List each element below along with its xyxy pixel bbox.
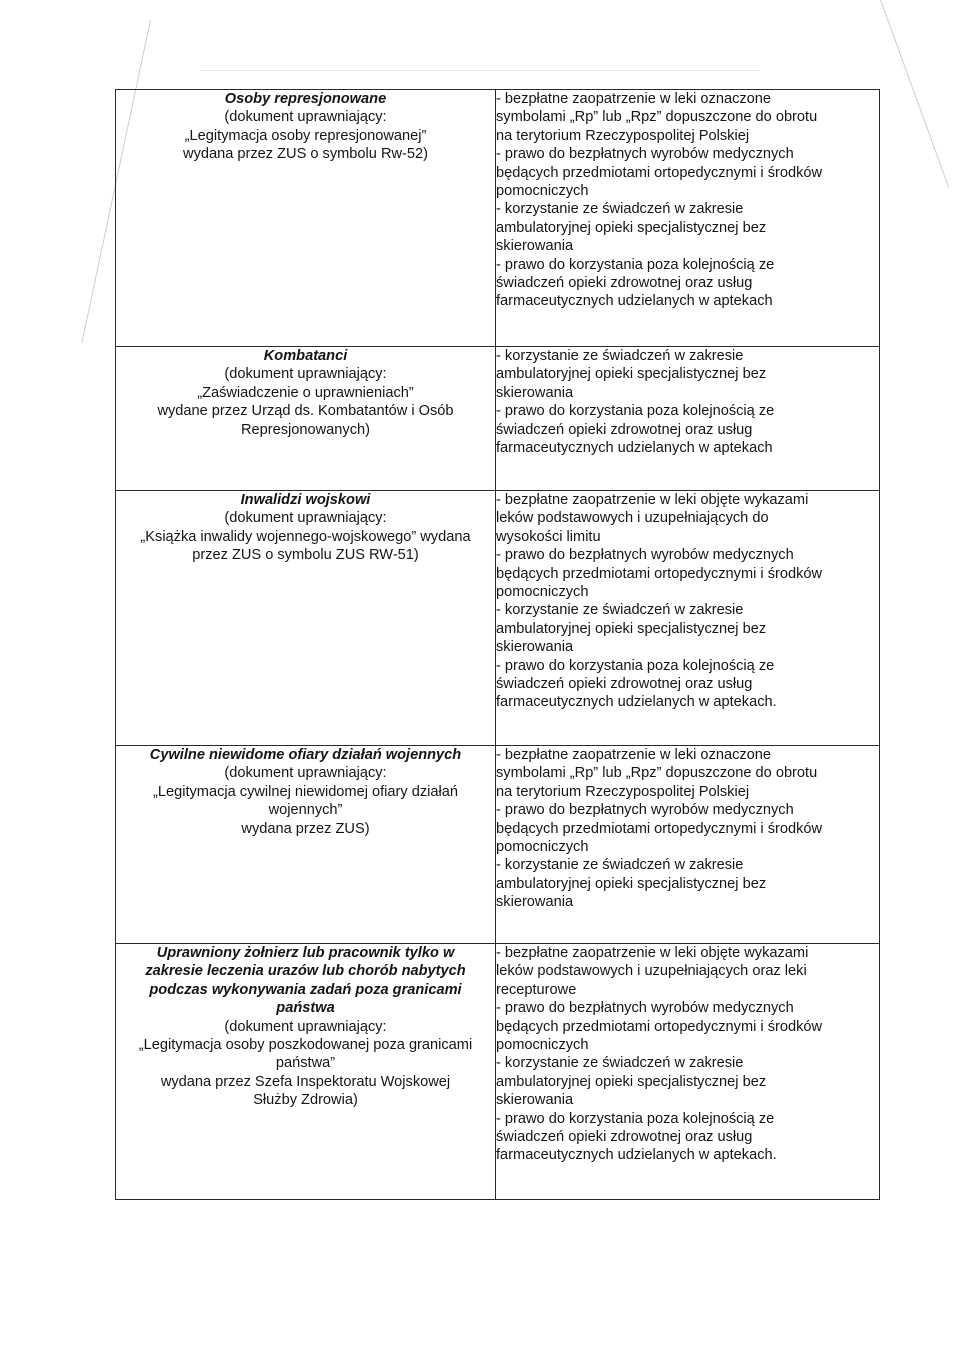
benefit-line: - korzystanie ze świadczeń w zakresie — [496, 857, 744, 874]
document-line: Służby Zdrowia) — [253, 1092, 358, 1109]
document-line: wydana przez ZUS o symbolu Rw-52) — [183, 146, 428, 163]
benefit-line: leków podstawowych i uzupełniających do — [496, 510, 769, 527]
benefit-line: symbolami „Rp” lub „Rpz” dopuszczone do obrotu — [496, 765, 818, 782]
category-cell — [116, 491, 496, 746]
benefit-line: - bezpłatne zaopatrzenie w leki objęte wykazami — [496, 492, 809, 508]
benefit-line: pomocniczych — [496, 183, 589, 200]
table-row — [116, 90, 880, 347]
benefit-line: - bezpłatne zaopatrzenie w leki oznaczone — [496, 91, 772, 107]
document-line: wydana przez Szefa Inspektoratu Wojskowej — [160, 1073, 451, 1090]
benefit-line: leków podstawowych i uzupełniających oraz leki — [496, 963, 807, 980]
document-line: (dokument uprawniający: — [224, 765, 387, 782]
category-title: Osoby represjonowane — [224, 91, 387, 107]
benefits-cell — [496, 491, 880, 746]
document-line: „Zaświadczenie o uprawnieniach” — [197, 384, 414, 401]
table-row — [116, 491, 880, 746]
document-line: „Legitymacja cywilnej niewidomej ofiary działań — [153, 783, 458, 800]
entitlements-table — [115, 89, 880, 1200]
document-line: Represjonowanych) — [241, 421, 370, 438]
document-line: wydane przez Urząd ds. Kombatantów i Osób — [157, 403, 454, 420]
table-row — [116, 944, 880, 1200]
benefit-line: świadczeń opieki zdrowotnej oraz usług — [496, 275, 753, 292]
document-line: „Legitymacja osoby poszkodowanej poza granicami — [138, 1037, 473, 1054]
benefit-line: symbolami „Rp” lub „Rpz” dopuszczone do obrotu — [496, 109, 818, 126]
category-title: Inwalidzi wojskowi — [240, 492, 371, 508]
benefit-line: recepturowe — [496, 981, 577, 998]
benefit-line: ambulatoryjnej opieki specjalistycznej bez — [496, 219, 767, 236]
benefits-cell — [496, 944, 880, 1200]
benefit-line: - korzystanie ze świadczeń w zakresie — [496, 1055, 744, 1072]
benefit-line: - bezpłatne zaopatrzenie w leki oznaczone — [496, 747, 772, 763]
benefit-line: - korzystanie ze świadczeń w zakresie — [496, 348, 744, 364]
benefit-line: - korzystanie ze świadczeń w zakresie — [496, 201, 744, 218]
benefits-cell — [496, 746, 880, 944]
benefit-line: skierowania — [496, 1092, 574, 1109]
benefit-line: skierowania — [496, 894, 574, 911]
category-title: Kombatanci — [263, 348, 348, 364]
document-line: (dokument uprawniający: — [224, 510, 387, 527]
document-line: (dokument uprawniający: — [224, 109, 387, 126]
benefit-line: na terytorium Rzeczypospolitej Polskiej — [496, 783, 750, 800]
benefit-line: świadczeń opieki zdrowotnej oraz usług — [496, 676, 753, 693]
benefit-line: wysokości limitu — [496, 528, 601, 545]
benefit-line: będących przedmiotami ortopedycznymi i środków — [496, 565, 823, 582]
benefit-line: będących przedmiotami ortopedycznymi i środków — [496, 164, 823, 181]
category-cell — [116, 944, 496, 1200]
benefit-line: ambulatoryjnej opieki specjalistycznej bez — [496, 875, 767, 892]
benefits-cell — [496, 90, 880, 347]
document-line: wydana przez ZUS) — [241, 820, 370, 837]
benefit-line: - prawo do bezpłatnych wyrobów medycznych — [496, 1000, 794, 1017]
benefit-line: ambulatoryjnej opieki specjalistycznej bez — [496, 1073, 767, 1090]
benefit-line: skierowania — [496, 639, 574, 656]
document-line: (dokument uprawniający: — [224, 366, 387, 383]
benefit-line: będących przedmiotami ortopedycznymi i środków — [496, 820, 823, 837]
category-title: podczas wykonywania zadań poza granicami — [149, 981, 462, 998]
benefit-line: farmaceutycznych udzielanych w aptekach. — [496, 1147, 777, 1164]
category-title: Cywilne niewidome ofiary działań wojennych — [149, 747, 462, 763]
category-cell — [116, 746, 496, 944]
benefit-line: na terytorium Rzeczypospolitej Polskiej — [496, 127, 750, 144]
benefit-line: pomocniczych — [496, 584, 589, 601]
benefit-line: - prawo do korzystania poza kolejnością ze — [496, 1110, 775, 1127]
benefit-line: skierowania — [496, 384, 574, 401]
benefit-line: - bezpłatne zaopatrzenie w leki objęte wykazami — [496, 945, 809, 961]
benefit-line: - prawo do bezpłatnych wyrobów medycznych — [496, 802, 794, 819]
document-line: państwa” — [275, 1055, 336, 1072]
benefit-line: farmaceutycznych udzielanych w aptekach. — [496, 694, 777, 711]
benefit-line: ambulatoryjnej opieki specjalistycznej bez — [496, 366, 767, 383]
category-cell — [116, 90, 496, 347]
document-line: wojennych” — [268, 802, 343, 819]
table-row — [116, 746, 880, 944]
scan-artifact — [880, 0, 949, 188]
benefit-line: - prawo do korzystania poza kolejnością ze — [496, 256, 775, 273]
benefit-line: świadczeń opieki zdrowotnej oraz usług — [496, 1129, 753, 1146]
category-title: Uprawniony żołnierz lub pracownik tylko w — [156, 945, 455, 961]
benefit-line: skierowania — [496, 238, 574, 255]
document-line: „Książka inwalidy wojennego-wojskowego” wydana — [140, 528, 471, 545]
benefit-line: - prawo do bezpłatnych wyrobów medycznych — [496, 146, 794, 163]
table-row — [116, 347, 880, 491]
benefit-line: - prawo do korzystania poza kolejnością ze — [496, 403, 775, 420]
benefit-line: - prawo do korzystania poza kolejnością ze — [496, 657, 775, 674]
document-line: przez ZUS o symbolu ZUS RW-51) — [192, 547, 419, 564]
benefit-line: będących przedmiotami ortopedycznymi i środków — [496, 1018, 823, 1035]
benefit-line: świadczeń opieki zdrowotnej oraz usług — [496, 421, 753, 438]
document-line: (dokument uprawniający: — [224, 1018, 387, 1035]
benefit-line: pomocniczych — [496, 1037, 589, 1054]
scan-artifact — [200, 70, 760, 71]
document-line: „Legitymacja osoby represjonowanej” — [184, 127, 427, 144]
category-title: zakresie leczenia urazów lub chorób nabytych — [145, 963, 466, 980]
benefit-line: ambulatoryjnej opieki specjalistycznej bez — [496, 620, 767, 637]
benefit-line: - korzystanie ze świadczeń w zakresie — [496, 602, 744, 619]
benefit-line: - prawo do bezpłatnych wyrobów medycznych — [496, 547, 794, 564]
benefit-line: farmaceutycznych udzielanych w aptekach — [496, 293, 773, 310]
category-cell — [116, 347, 496, 491]
benefit-line: pomocniczych — [496, 839, 589, 856]
benefits-cell — [496, 347, 880, 491]
benefit-line: farmaceutycznych udzielanych w aptekach — [496, 440, 773, 457]
category-title: państwa — [276, 1000, 335, 1017]
